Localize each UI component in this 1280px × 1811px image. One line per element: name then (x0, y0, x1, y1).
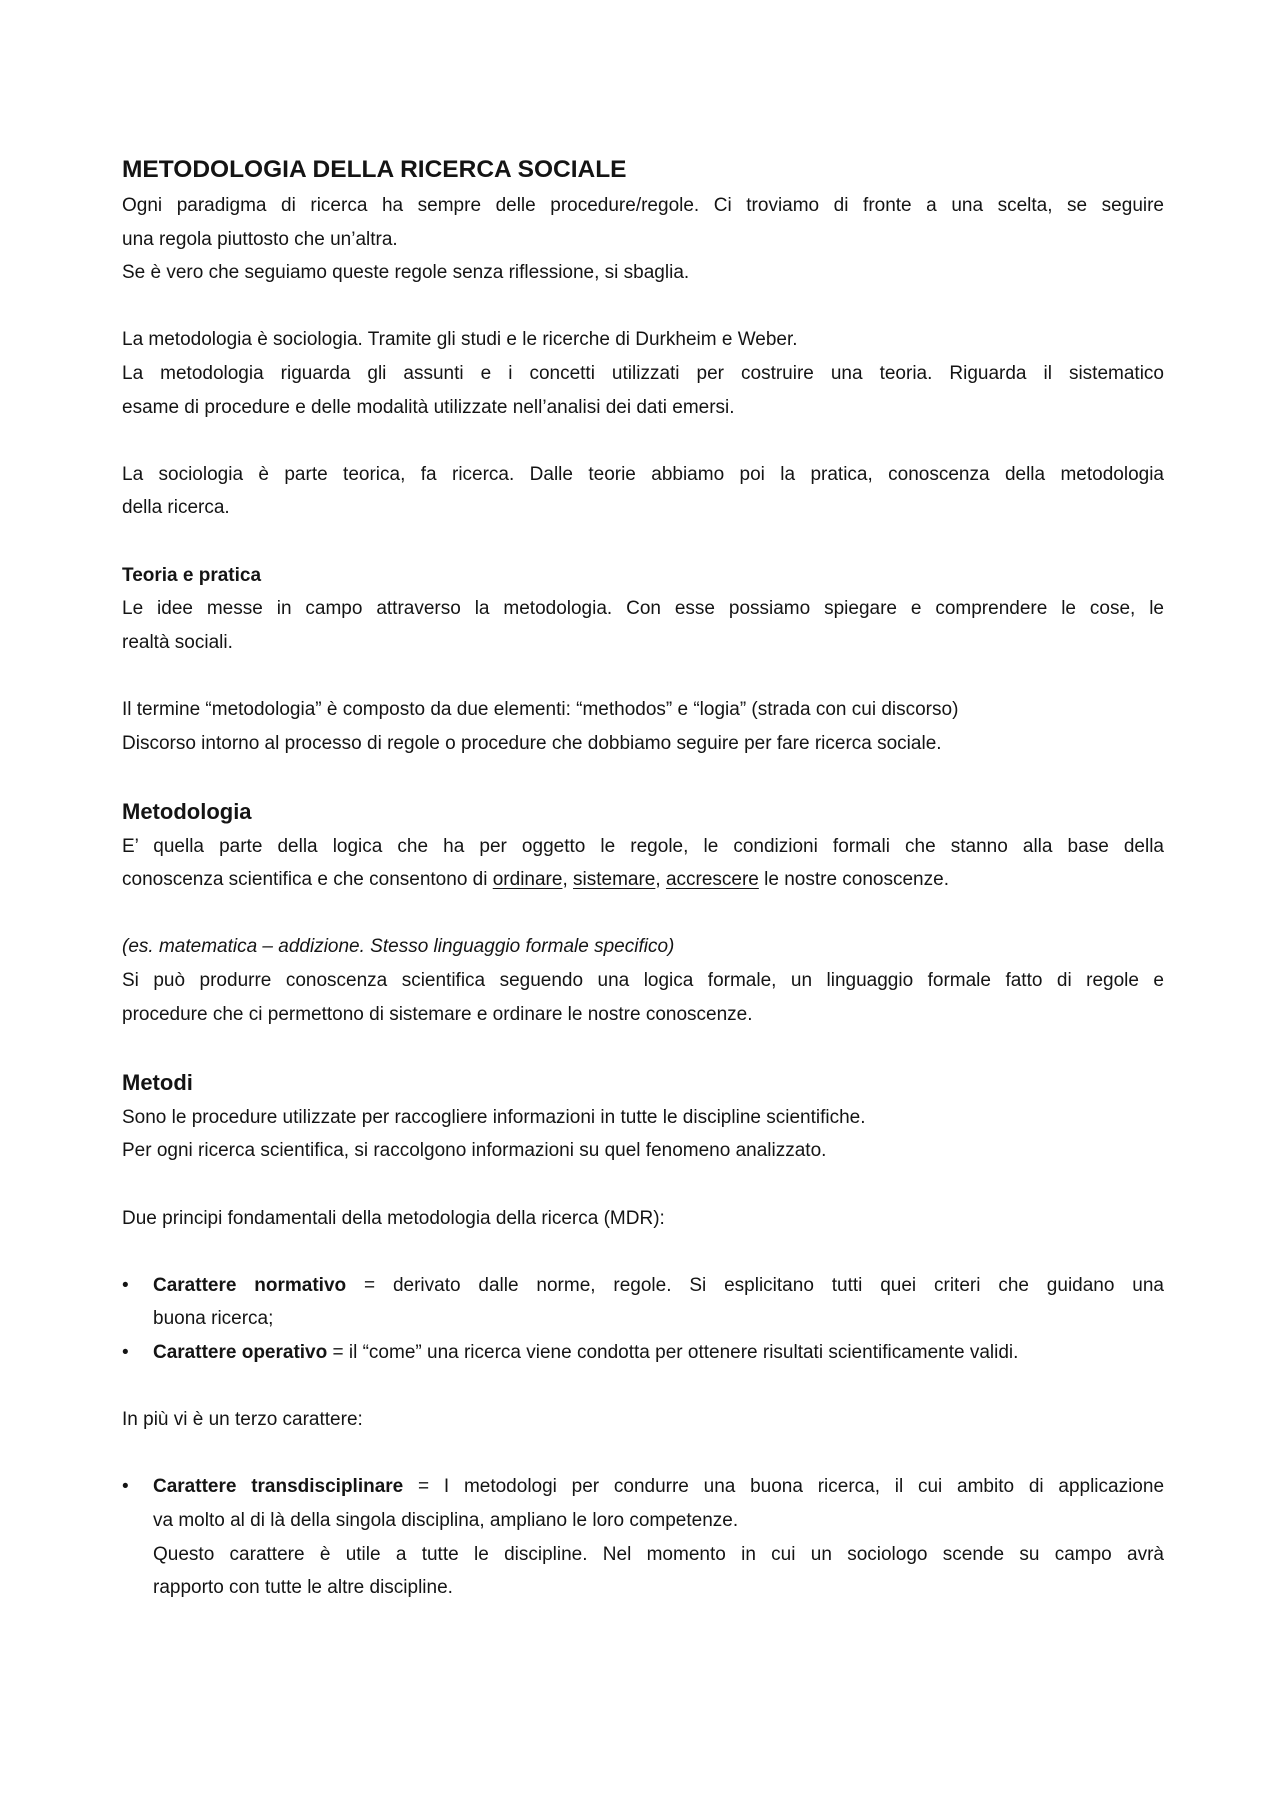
section-heading: Teoria e pratica (122, 564, 262, 586)
spacer (122, 897, 1164, 931)
text-line: buona ricerca; (153, 1308, 274, 1330)
text-line: La metodologia è sociologia. Tramite gli studi e le ricerche di Durkheim e Weber. (122, 329, 798, 351)
spacer (122, 290, 1164, 324)
text-line: realtà sociali. (122, 631, 233, 653)
paragraph-termine (122, 693, 1164, 760)
text-line: Se è vero che seguiamo queste regole senza riflessione, si sbaglia. (122, 262, 690, 284)
bullet-list (122, 1269, 1164, 1370)
text-line (153, 1269, 1164, 1303)
text-line: Il termine “metodologia” è composto da due elementi: “methodos” e “logia” (strada con cui discorso) (122, 698, 959, 720)
bullet-icon: • (122, 1476, 129, 1498)
term-definition: = il “come” una ricerca viene condotta per ottenere risultati scientificamente validi. (327, 1342, 1019, 1363)
term-label: Carattere normativo (153, 1274, 347, 1296)
underlined-word: accrescere (665, 869, 759, 891)
spacer (122, 424, 1164, 458)
example-note: (es. matematica – addizione. Stesso linguaggio formale specifico) (122, 936, 675, 958)
text-line (153, 1336, 1164, 1370)
principi-intro: Due principi fondamentali della metodologia della ricerca (MDR): (122, 1207, 665, 1229)
bullet-icon: • (122, 1342, 129, 1363)
list-item (122, 1336, 1164, 1370)
text-line: La sociologia è parte teorica, fa ricerca. Dalle teorie abbiamo poi la pratica, conoscenza della metodologia (122, 463, 1164, 485)
paragraph-sociologia (122, 458, 1164, 525)
text-line: Ogni paradigma di ricerca ha sempre delle procedure/regole. Ci troviamo di fronte a una scelta, se seguire (122, 195, 1164, 216)
paragraph-intro (122, 189, 1164, 290)
paragraph-metodologia-sociologia (122, 323, 1164, 424)
page-title: METODOLOGIA DELLA RICERCA SOCIALE (122, 156, 627, 183)
text-line: Discorso intorno al processo di regole o procedure che dobbiamo seguire per fare ricerca sociale. (122, 732, 942, 754)
term-label: Carattere transdisciplinare (153, 1476, 404, 1498)
text-line: La metodologia riguarda gli assunti e i concetti utilizzati per costruire una teoria. Riguarda il sistematico (122, 362, 1164, 384)
text-line (153, 1470, 1164, 1504)
underlined-word: ordinare (492, 869, 563, 891)
text-line: Si può produrre conoscenza scientifica seguendo una logica formale, un linguaggio formale fatto di regole e (122, 970, 1164, 992)
spacer (122, 659, 1164, 693)
spacer (122, 1437, 1164, 1471)
section-teoria-e-pratica (122, 559, 1164, 660)
text-segment: , (562, 869, 574, 891)
list-item (122, 1269, 1164, 1336)
spacer (122, 1235, 1164, 1269)
text-line: va molto al di là della singola disciplina, ampliano le loro competenze. (153, 1509, 739, 1531)
term-definition: = derivato dalle norme, regole. Si esplicitano tutti quei criteri che guidano una (346, 1274, 1164, 1296)
list-item (122, 1470, 1164, 1604)
document-page (122, 150, 1164, 1605)
text-line: una regola piuttosto che un’altra. (122, 228, 398, 250)
term-definition: = I metodologi per condurre una buona ricerca, il cui ambito di applicazione (403, 1476, 1165, 1498)
spacer (122, 760, 1164, 794)
text-line: della ricerca. (122, 497, 230, 519)
text-line: Sono le procedure utilizzate per raccogliere informazioni in tutte le discipline scientifiche. (122, 1106, 866, 1128)
text-segment: , (655, 869, 666, 891)
text-line: E’ quella parte della logica che ha per oggetto le regole, le condizioni formali che stanno alla base della (122, 835, 1164, 857)
paragraph-esempio (122, 930, 1164, 1031)
text-segment: le nostre conoscenze. (758, 869, 949, 891)
spacer (122, 525, 1164, 559)
spacer (122, 1370, 1164, 1404)
spacer (122, 1031, 1164, 1065)
text-line: Questo carattere è utile a tutte le discipline. Nel momento in cui un sociologo scende su campo avrà (153, 1543, 1164, 1565)
text-line: procedure che ci permettono di sistemare e ordinare le nostre conoscenze. (122, 1003, 753, 1025)
text-line: Le idee messe in campo attraverso la metodologia. Con esse possiamo spiegare e comprendere le cose, le (122, 598, 1164, 620)
section-metodi (122, 1065, 1164, 1168)
bullet-list (122, 1470, 1164, 1604)
text-line: Per ogni ricerca scientifica, si raccolgono informazioni su quel fenomeno analizzato. (122, 1140, 827, 1162)
section-metodologia (122, 794, 1164, 897)
text-line: esame di procedure e delle modalità utilizzate nell’analisi dei dati emersi. (122, 396, 735, 418)
terzo-intro: In più vi è un terzo carattere: (122, 1409, 363, 1431)
term-label: Carattere operativo (153, 1342, 328, 1363)
text-line: rapporto con tutte le altre discipline. (153, 1577, 453, 1599)
underlined-word: sistemare (573, 869, 656, 891)
section-heading: Metodologia (122, 798, 252, 824)
bullet-icon: • (122, 1274, 129, 1296)
text-segment: conoscenza scientifica e che consentono di (122, 869, 493, 891)
text-line (122, 863, 1164, 897)
section-heading: Metodi (122, 1069, 193, 1095)
spacer (122, 1168, 1164, 1202)
